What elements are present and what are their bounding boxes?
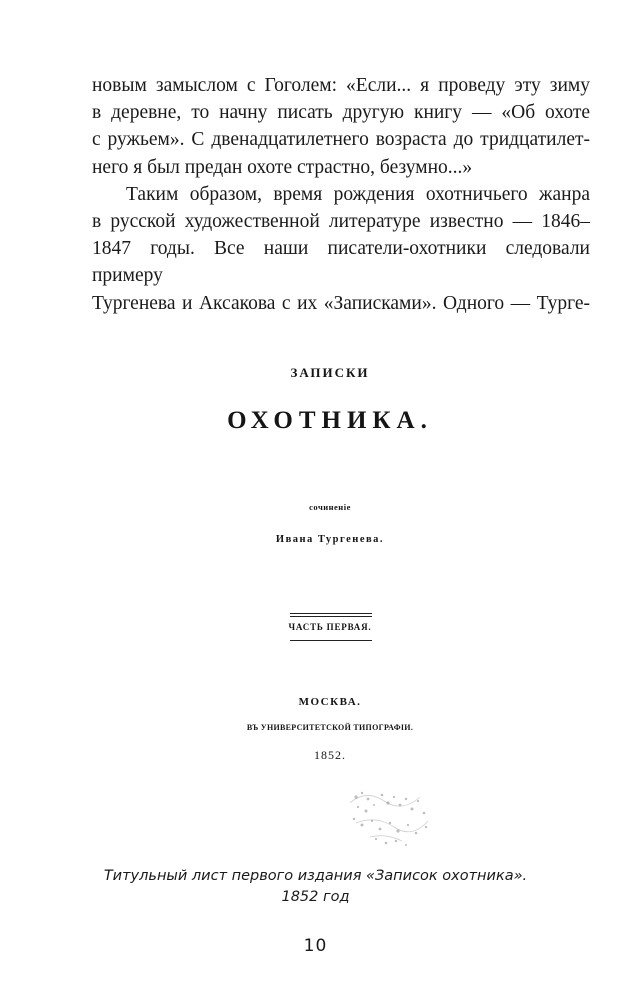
title-page-author: Ивана Тургенева.	[275, 534, 385, 545]
paragraph-2-line-4: Тургенева и Аксакова с их «Записками». Одного — Турге-	[92, 292, 590, 314]
paragraph-2-line-3: 1847 годы. Все наши писатели-охотники следовали примеру	[92, 238, 590, 287]
paragraph-1-line-3: с ружьем». С двенадцатилетнего возраста до тридцатилет-	[92, 129, 590, 151]
title-page-year: 1852.	[314, 748, 346, 762]
title-page-heading: ЗАПИСКИ	[290, 365, 370, 380]
caption-line-1: Титульный лист первого издания «Записок охотника».	[103, 868, 528, 884]
page-number: 10	[303, 936, 328, 956]
title-page-city: МОСКВА.	[298, 696, 362, 708]
title-page-part: ЧАСТЬ ПЕРВАЯ.	[288, 622, 372, 632]
paragraph-1-line-1: новым замыслом с Гоголем: «Если... я проведу эту зиму	[92, 75, 590, 96]
title-page-rule-top-double	[290, 616, 372, 617]
body-text	[92, 72, 590, 317]
caption-line-2: 1852 год	[281, 889, 350, 905]
paragraph-1-line-4: него я был предан охоте страстно, безумно...»	[92, 156, 473, 178]
paragraph-2-line-1: Таким образом, время рождения охотничьего жанра	[126, 183, 590, 205]
title-page-rule-bottom	[290, 640, 372, 641]
title-page-title: ОХОТНИКА.	[227, 407, 433, 434]
title-page-author-prefix: сочиненiе	[309, 502, 351, 512]
paragraph-2-line-2: в русской художественной литературе известно — 1846–	[92, 211, 590, 233]
paragraph-1-line-2: в деревне, то начну писать другую книгу — «Об охоте	[92, 102, 590, 124]
title-page-rule-top	[290, 613, 372, 614]
title-page-press: ВЪ УНИВЕРСИТЕТСКОЙ ТИПОГРАФIИ.	[246, 723, 414, 732]
figure-caption	[60, 866, 571, 908]
faded-library-stamp	[336, 775, 446, 855]
